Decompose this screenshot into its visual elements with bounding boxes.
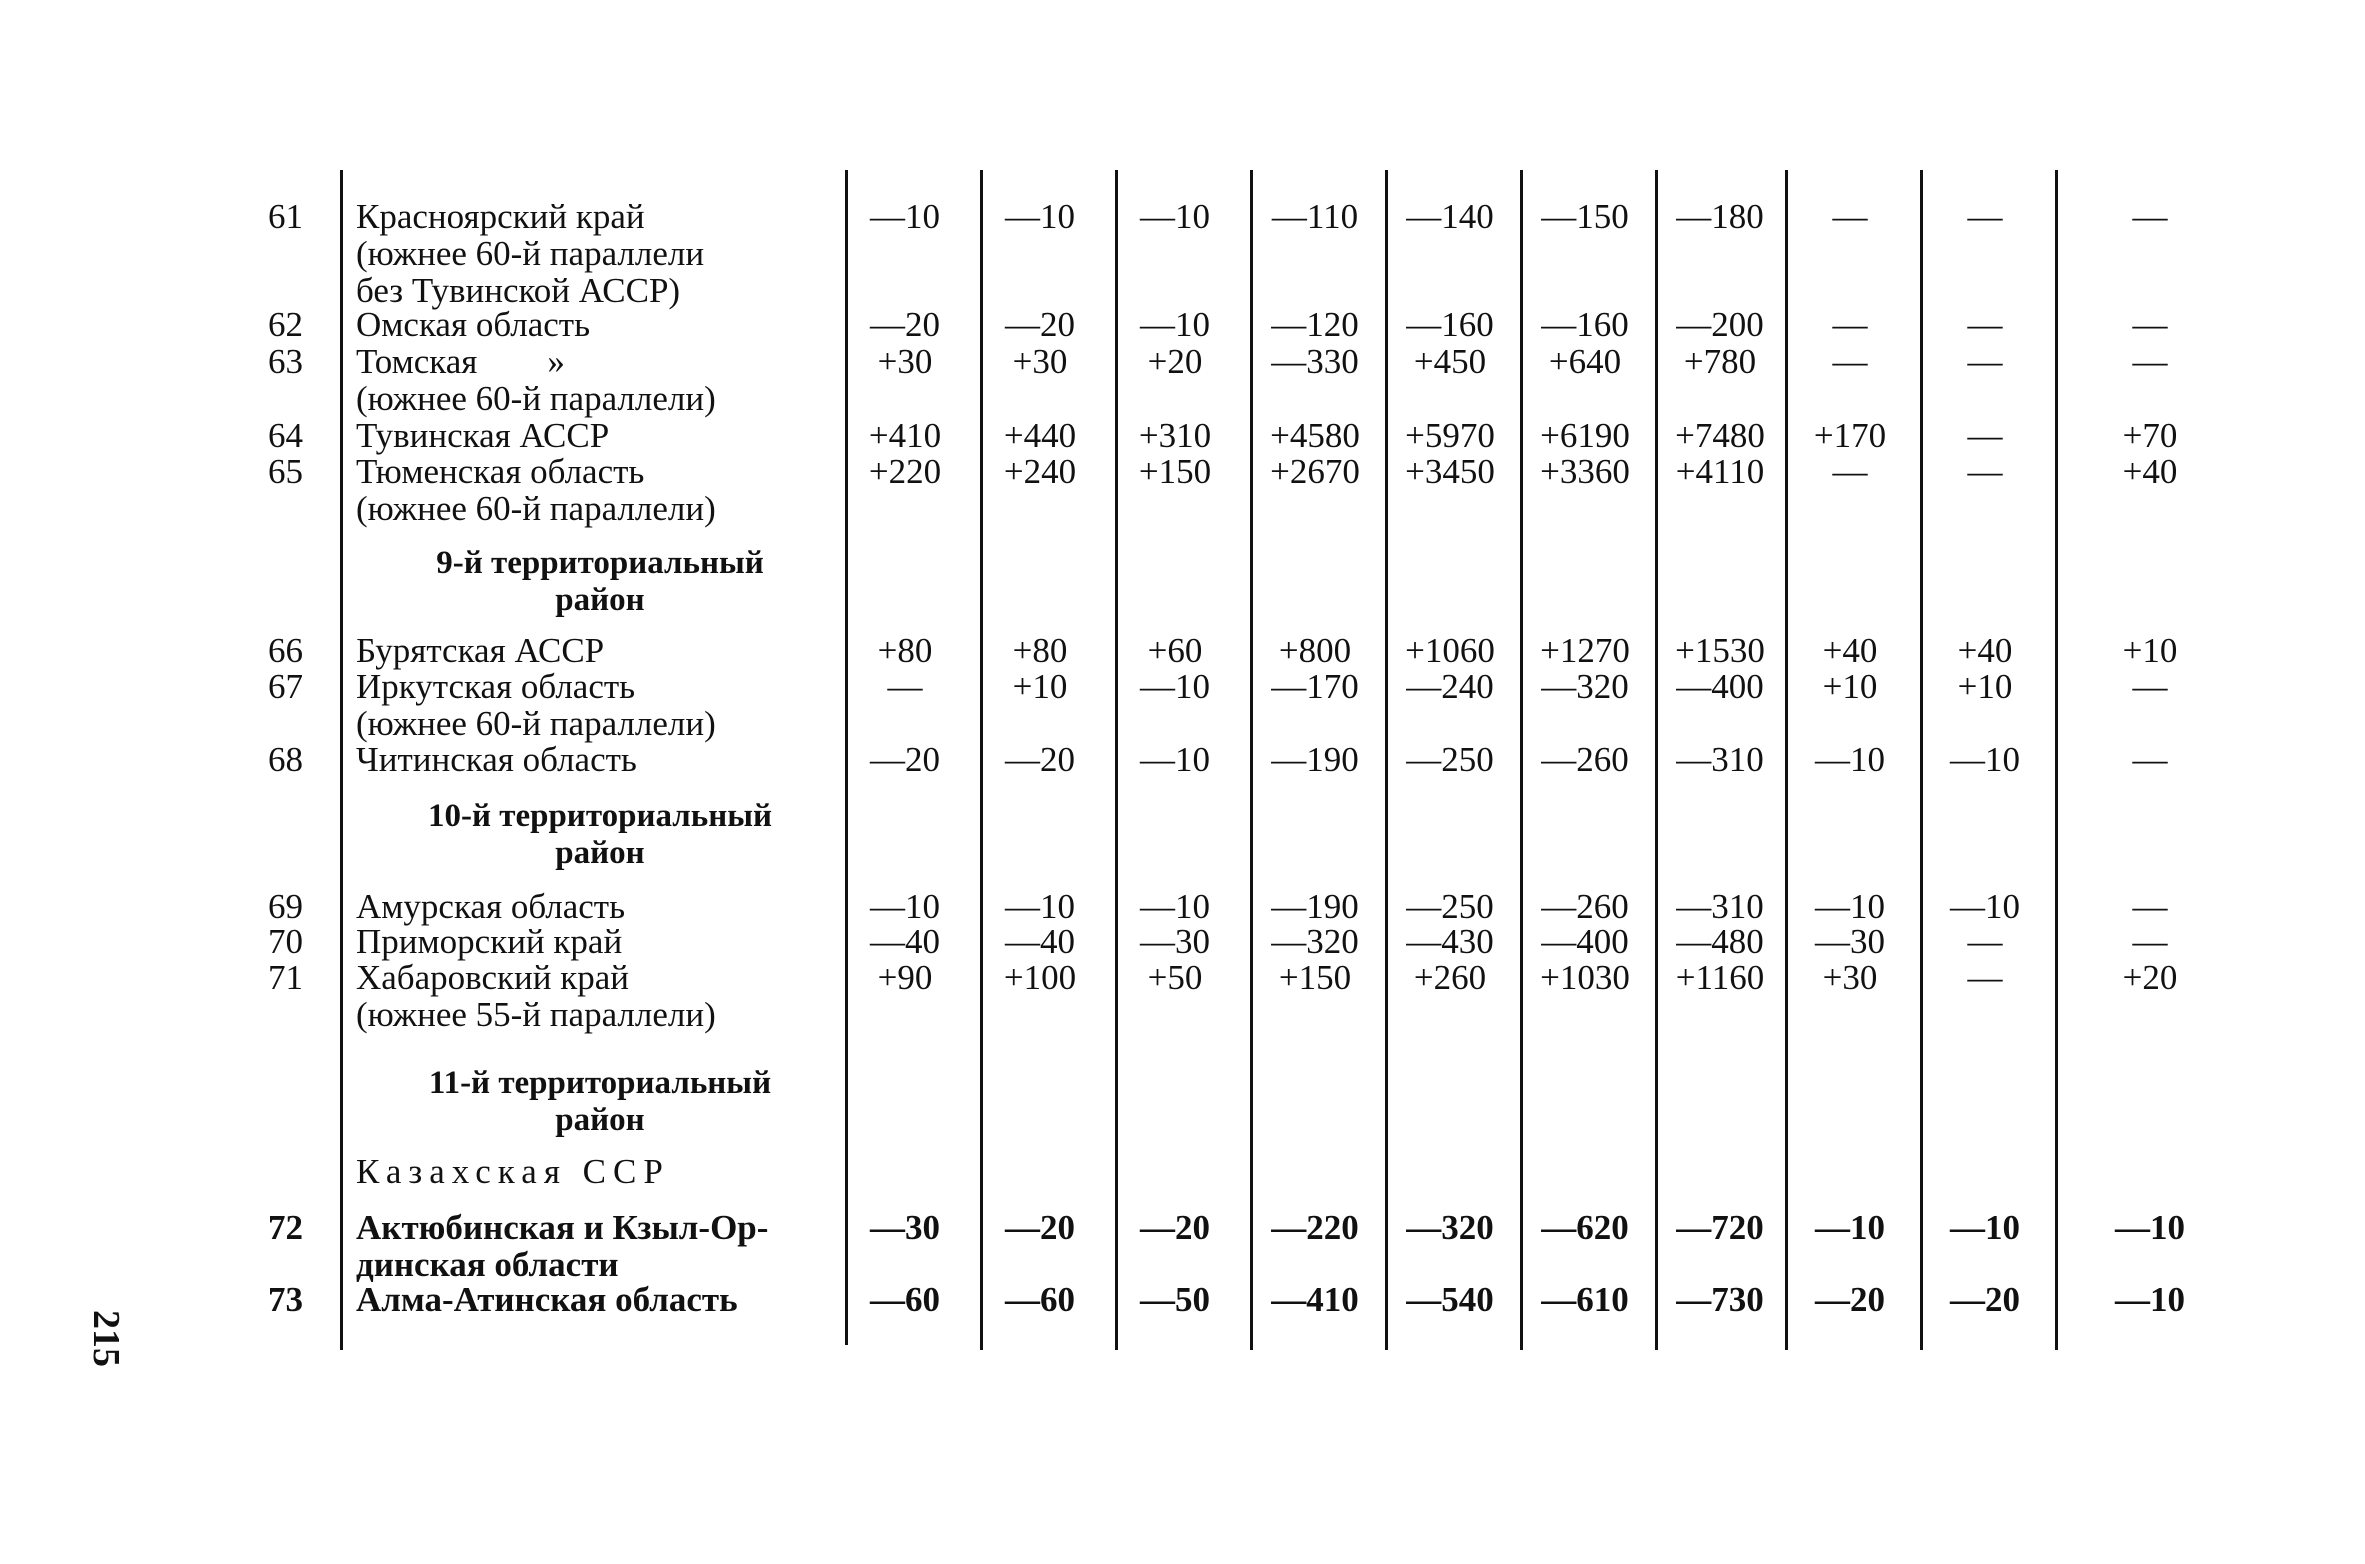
value-cell: +40 (2122, 452, 2178, 491)
value-cell: — (887, 667, 923, 706)
region-name: (южнее 60-й параллели) (356, 379, 716, 418)
value-cell: +3450 (1405, 452, 1495, 491)
row-number: 66 (268, 631, 303, 670)
row-number: 62 (268, 305, 303, 344)
value-cell: —20 (1815, 1280, 1885, 1319)
column-rule (1920, 170, 1923, 1350)
row-number: 73 (268, 1280, 303, 1319)
region-name: Тувинская АССР (356, 416, 610, 455)
row-number: 64 (268, 416, 303, 455)
value-cell: +640 (1548, 342, 1622, 381)
value-cell: —20 (870, 740, 940, 779)
value-cell: —10 (1140, 197, 1210, 236)
page-number: 215 (85, 1310, 127, 1367)
section-heading: 11-й территориальный (428, 1065, 772, 1101)
value-cell: —10 (1950, 1208, 2020, 1247)
value-cell: +4110 (1675, 452, 1765, 491)
value-cell: —10 (2115, 1280, 2185, 1319)
value-cell: —20 (1005, 1208, 1075, 1247)
column-rule (980, 170, 983, 1350)
value-cell: +150 (1278, 958, 1352, 997)
region-name: Иркутская область (356, 667, 636, 706)
value-cell: —10 (1140, 305, 1210, 344)
value-cell: +800 (1278, 631, 1352, 670)
value-cell: —30 (1815, 922, 1885, 961)
value-cell: —150 (1541, 197, 1629, 236)
region-name: Амурская область (356, 887, 626, 926)
value-cell: —40 (870, 922, 940, 961)
value-cell: —250 (1406, 740, 1494, 779)
value-cell: —320 (1541, 667, 1629, 706)
value-cell: —120 (1271, 305, 1359, 344)
value-cell: +440 (1003, 416, 1077, 455)
value-cell: —540 (1406, 1280, 1494, 1319)
value-cell: +30 (1822, 958, 1878, 997)
value-cell: — (2132, 922, 2168, 961)
region-name: без Тувинской АССР) (356, 271, 681, 310)
value-cell: — (1967, 197, 2003, 236)
region-name: (южнее 60-й параллели) (356, 489, 716, 528)
value-cell: —110 (1271, 197, 1359, 236)
value-cell: +410 (868, 416, 942, 455)
value-cell: —10 (1140, 887, 1210, 926)
value-cell: —720 (1676, 1208, 1764, 1247)
value-cell: —180 (1676, 197, 1764, 236)
value-cell: —10 (1005, 197, 1075, 236)
column-rule (1250, 170, 1253, 1350)
value-cell: —10 (1950, 887, 2020, 926)
value-cell: +450 (1413, 342, 1487, 381)
value-cell: +50 (1147, 958, 1203, 997)
column-rule (340, 170, 343, 1350)
value-cell: —10 (1815, 740, 1885, 779)
value-cell: —400 (1541, 922, 1629, 961)
value-cell: +260 (1413, 958, 1487, 997)
value-cell: +30 (877, 342, 933, 381)
value-cell: —160 (1541, 305, 1629, 344)
value-cell: — (1832, 452, 1868, 491)
value-cell: — (1967, 922, 2003, 961)
value-cell: +10 (2122, 631, 2178, 670)
region-name: Тюменская область (356, 452, 645, 491)
value-cell: +2670 (1270, 452, 1360, 491)
value-cell: —310 (1676, 887, 1764, 926)
value-cell: —480 (1676, 922, 1764, 961)
value-cell: —240 (1406, 667, 1494, 706)
column-rule (845, 170, 848, 1345)
value-cell: +80 (877, 631, 933, 670)
value-cell: —320 (1406, 1208, 1494, 1247)
value-cell: —610 (1541, 1280, 1629, 1319)
value-cell: — (1967, 958, 2003, 997)
value-cell: +1060 (1405, 631, 1495, 670)
value-cell: —190 (1271, 887, 1359, 926)
region-name: Хабаровский край (356, 958, 629, 997)
value-cell: +310 (1138, 416, 1212, 455)
value-cell: +220 (868, 452, 942, 491)
value-cell: —170 (1271, 667, 1359, 706)
value-cell: +60 (1147, 631, 1203, 670)
value-cell: +40 (1822, 631, 1878, 670)
value-cell: —10 (1815, 1208, 1885, 1247)
value-cell: —160 (1406, 305, 1494, 344)
value-cell: +10 (1012, 667, 1068, 706)
value-cell: — (2132, 887, 2168, 926)
value-cell: +3360 (1540, 452, 1630, 491)
value-cell: —260 (1541, 887, 1629, 926)
value-cell: +10 (1957, 667, 2013, 706)
value-cell: —400 (1676, 667, 1764, 706)
value-cell: —250 (1406, 887, 1494, 926)
row-number: 67 (268, 667, 303, 706)
section-heading: 10-й территориальный (427, 798, 773, 834)
value-cell: +1030 (1540, 958, 1630, 997)
value-cell: —260 (1541, 740, 1629, 779)
value-cell: +1270 (1540, 631, 1630, 670)
column-rule (1785, 170, 1788, 1350)
value-cell: —40 (1005, 922, 1075, 961)
row-number: 71 (268, 958, 303, 997)
value-cell: —30 (1140, 922, 1210, 961)
value-cell: — (1967, 305, 2003, 344)
region-name: Томская » (356, 342, 565, 381)
value-cell: — (2132, 667, 2168, 706)
value-cell: +7480 (1675, 416, 1765, 455)
value-cell: —10 (870, 197, 940, 236)
section-heading: 9-й территориальный (436, 545, 764, 581)
value-cell: +70 (2122, 416, 2178, 455)
region-name: Актюбинская и Кзыл-Ор- (356, 1208, 769, 1247)
value-cell: —190 (1271, 740, 1359, 779)
value-cell: —410 (1271, 1280, 1359, 1319)
row-number: 68 (268, 740, 303, 779)
value-cell: —330 (1271, 342, 1359, 381)
value-cell: — (1832, 305, 1868, 344)
region-name: Читинская область (356, 740, 637, 779)
value-cell: +170 (1813, 416, 1887, 455)
value-cell: —10 (1005, 887, 1075, 926)
section-heading: район (555, 1102, 645, 1138)
value-cell: — (1967, 452, 2003, 491)
value-cell: +30 (1012, 342, 1068, 381)
value-cell: +5970 (1405, 416, 1495, 455)
value-cell: —10 (1815, 887, 1885, 926)
value-cell: —430 (1406, 922, 1494, 961)
value-cell: — (1967, 416, 2003, 455)
region-name: (южнее 60-й параллели (356, 234, 705, 273)
region-name: Омская область (356, 305, 591, 344)
value-cell: +90 (877, 958, 933, 997)
value-cell: —10 (1140, 667, 1210, 706)
row-number: 61 (268, 197, 303, 236)
value-cell: +10 (1822, 667, 1878, 706)
value-cell: —220 (1271, 1208, 1359, 1247)
value-cell: +4580 (1270, 416, 1360, 455)
row-number: 72 (268, 1208, 303, 1247)
value-cell: —10 (870, 887, 940, 926)
value-cell: —20 (1005, 305, 1075, 344)
value-cell: —20 (870, 305, 940, 344)
value-cell: —50 (1140, 1280, 1210, 1319)
column-rule (1115, 170, 1118, 1350)
value-cell: +80 (1012, 631, 1068, 670)
value-cell: —200 (1676, 305, 1764, 344)
value-cell: —20 (1140, 1208, 1210, 1247)
value-cell: — (1832, 197, 1868, 236)
value-cell: — (2132, 740, 2168, 779)
value-cell: — (1967, 342, 2003, 381)
column-rule (2055, 170, 2058, 1350)
value-cell: —620 (1541, 1208, 1629, 1247)
value-cell: —10 (2115, 1208, 2185, 1247)
section-heading: район (555, 582, 645, 618)
value-cell: — (1832, 342, 1868, 381)
value-cell: —310 (1676, 740, 1764, 779)
region-name: динская области (356, 1245, 619, 1284)
row-number: 65 (268, 452, 303, 491)
value-cell: — (2132, 342, 2168, 381)
value-cell: —60 (870, 1280, 940, 1319)
region-name: (южнее 55-й параллели) (356, 995, 716, 1034)
value-cell: +6190 (1540, 416, 1630, 455)
value-cell: +40 (1957, 631, 2013, 670)
column-rule (1655, 170, 1658, 1350)
value-cell: —10 (1140, 740, 1210, 779)
column-rule (1520, 170, 1523, 1350)
section-heading: район (555, 835, 645, 871)
region-name: Бурятская АССР (356, 631, 605, 670)
value-cell: +20 (2122, 958, 2178, 997)
value-cell: +100 (1003, 958, 1077, 997)
value-cell: +20 (1147, 342, 1203, 381)
value-cell: — (2132, 305, 2168, 344)
row-number: 70 (268, 922, 303, 961)
region-name: (южнее 60-й параллели) (356, 704, 716, 743)
value-cell: —10 (1950, 740, 2020, 779)
value-cell: +1160 (1675, 958, 1765, 997)
section-subheading: Казахская ССР (356, 1152, 670, 1191)
value-cell: —320 (1271, 922, 1359, 961)
value-cell: —20 (1005, 740, 1075, 779)
value-cell: —60 (1005, 1280, 1075, 1319)
value-cell: +780 (1683, 342, 1757, 381)
value-cell: —730 (1676, 1280, 1764, 1319)
region-name: Приморский край (356, 922, 623, 961)
value-cell: +1530 (1675, 631, 1765, 670)
region-name: Алма-Атинская область (356, 1280, 738, 1319)
value-cell: —140 (1406, 197, 1494, 236)
value-cell: — (2132, 197, 2168, 236)
value-cell: +150 (1138, 452, 1212, 491)
row-number: 63 (268, 342, 303, 381)
column-rule (1385, 170, 1388, 1350)
value-cell: —30 (870, 1208, 940, 1247)
value-cell: +240 (1003, 452, 1077, 491)
region-name: Красноярский край (356, 197, 645, 236)
row-number: 69 (268, 887, 303, 926)
value-cell: —20 (1950, 1280, 2020, 1319)
